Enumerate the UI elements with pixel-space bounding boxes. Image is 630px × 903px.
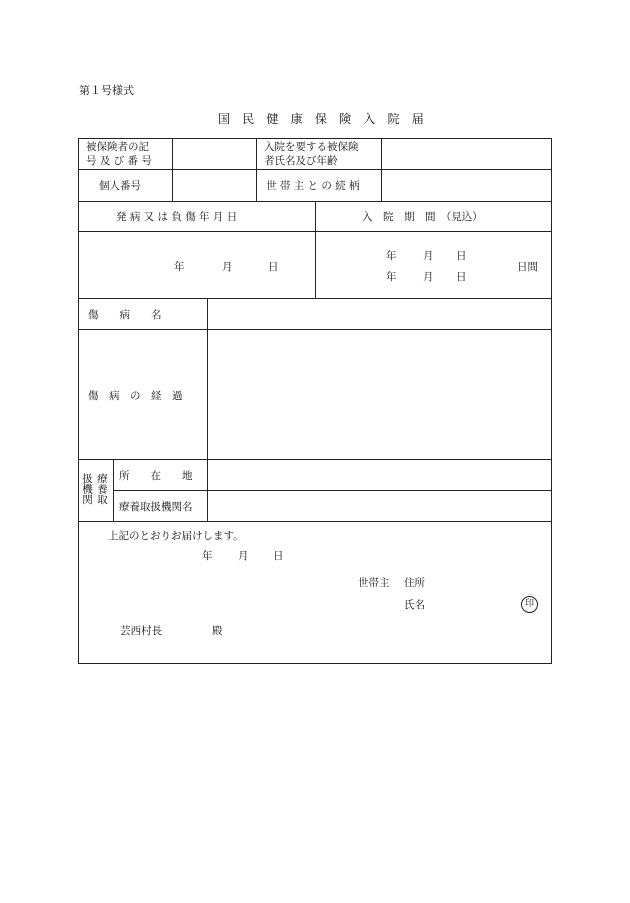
personal-number-label: 個人番号 [99, 180, 141, 192]
onset-year-label: 年 [174, 261, 185, 273]
insured-symbol-number-field[interactable] [173, 139, 255, 169]
onset-month-label: 月 [222, 261, 233, 273]
disease-course-label: 傷 病 の 経 過 [88, 390, 183, 402]
honorific-label: 殿 [212, 625, 223, 637]
facility-group-label-col1: 療養取 [96, 473, 108, 505]
address-label: 住所 [404, 577, 425, 589]
insured-symbol-number-label-line1: 被保険者の記 [86, 141, 149, 153]
onset-day-label: 日 [268, 261, 279, 273]
inpatient-name-age-label-line1: 入院を要する被保険 [264, 141, 359, 153]
facility-location-label: 所 在 地 [119, 470, 193, 482]
facility-name-field[interactable] [208, 491, 550, 521]
householder-label: 世帯主 [358, 577, 390, 589]
end-month-label: 月 [423, 271, 434, 283]
onset-date-header: 発 病 又 は 負 傷 年 月 日 [116, 211, 238, 223]
facility-location-field[interactable] [208, 460, 550, 490]
declaration-statement: 上記のとおりお届けします。 [108, 530, 244, 542]
declaration-year-label: 年 [202, 550, 213, 562]
page-title: 国 民 健 康 保 険 入 院 届 [218, 112, 428, 126]
insured-symbol-number-label-line2: 号 及 び 番 号 [86, 155, 152, 167]
declaration-day-label: 日 [273, 550, 284, 562]
declaration-month-label: 月 [238, 550, 249, 562]
insured-symbol-number-label [86, 140, 152, 168]
start-month-label: 月 [423, 250, 434, 262]
recipient-label: 芸西村長 [120, 625, 162, 637]
end-day-label: 日 [456, 271, 467, 283]
personal-number-field[interactable] [173, 170, 255, 201]
hospitalization-period-header: 入 院 期 間 （見込） [362, 211, 483, 223]
facility-group-label-col2: 扱機関 [81, 473, 93, 505]
start-year-label: 年 [386, 250, 397, 262]
name-label: 氏名 [404, 599, 425, 611]
disease-name-field[interactable] [208, 299, 550, 329]
facility-name-label: 療養取扱機関名 [119, 501, 193, 513]
relationship-field[interactable] [382, 170, 550, 201]
disease-name-label: 傷 病 名 [88, 309, 162, 321]
end-year-label: 年 [386, 271, 397, 283]
inpatient-name-age-label [264, 140, 359, 168]
start-day-label: 日 [456, 250, 467, 262]
form-number: 第１号様式 [79, 84, 134, 97]
relationship-label: 世 帯 主 と の 続 柄 [266, 180, 360, 192]
inpatient-name-age-field[interactable] [382, 139, 550, 169]
days-label: 日間 [517, 261, 538, 273]
inpatient-name-age-label-line2: 者氏名及び年齢 [264, 155, 338, 167]
seal-icon: 印 [521, 596, 538, 613]
disease-course-field[interactable] [208, 330, 550, 459]
